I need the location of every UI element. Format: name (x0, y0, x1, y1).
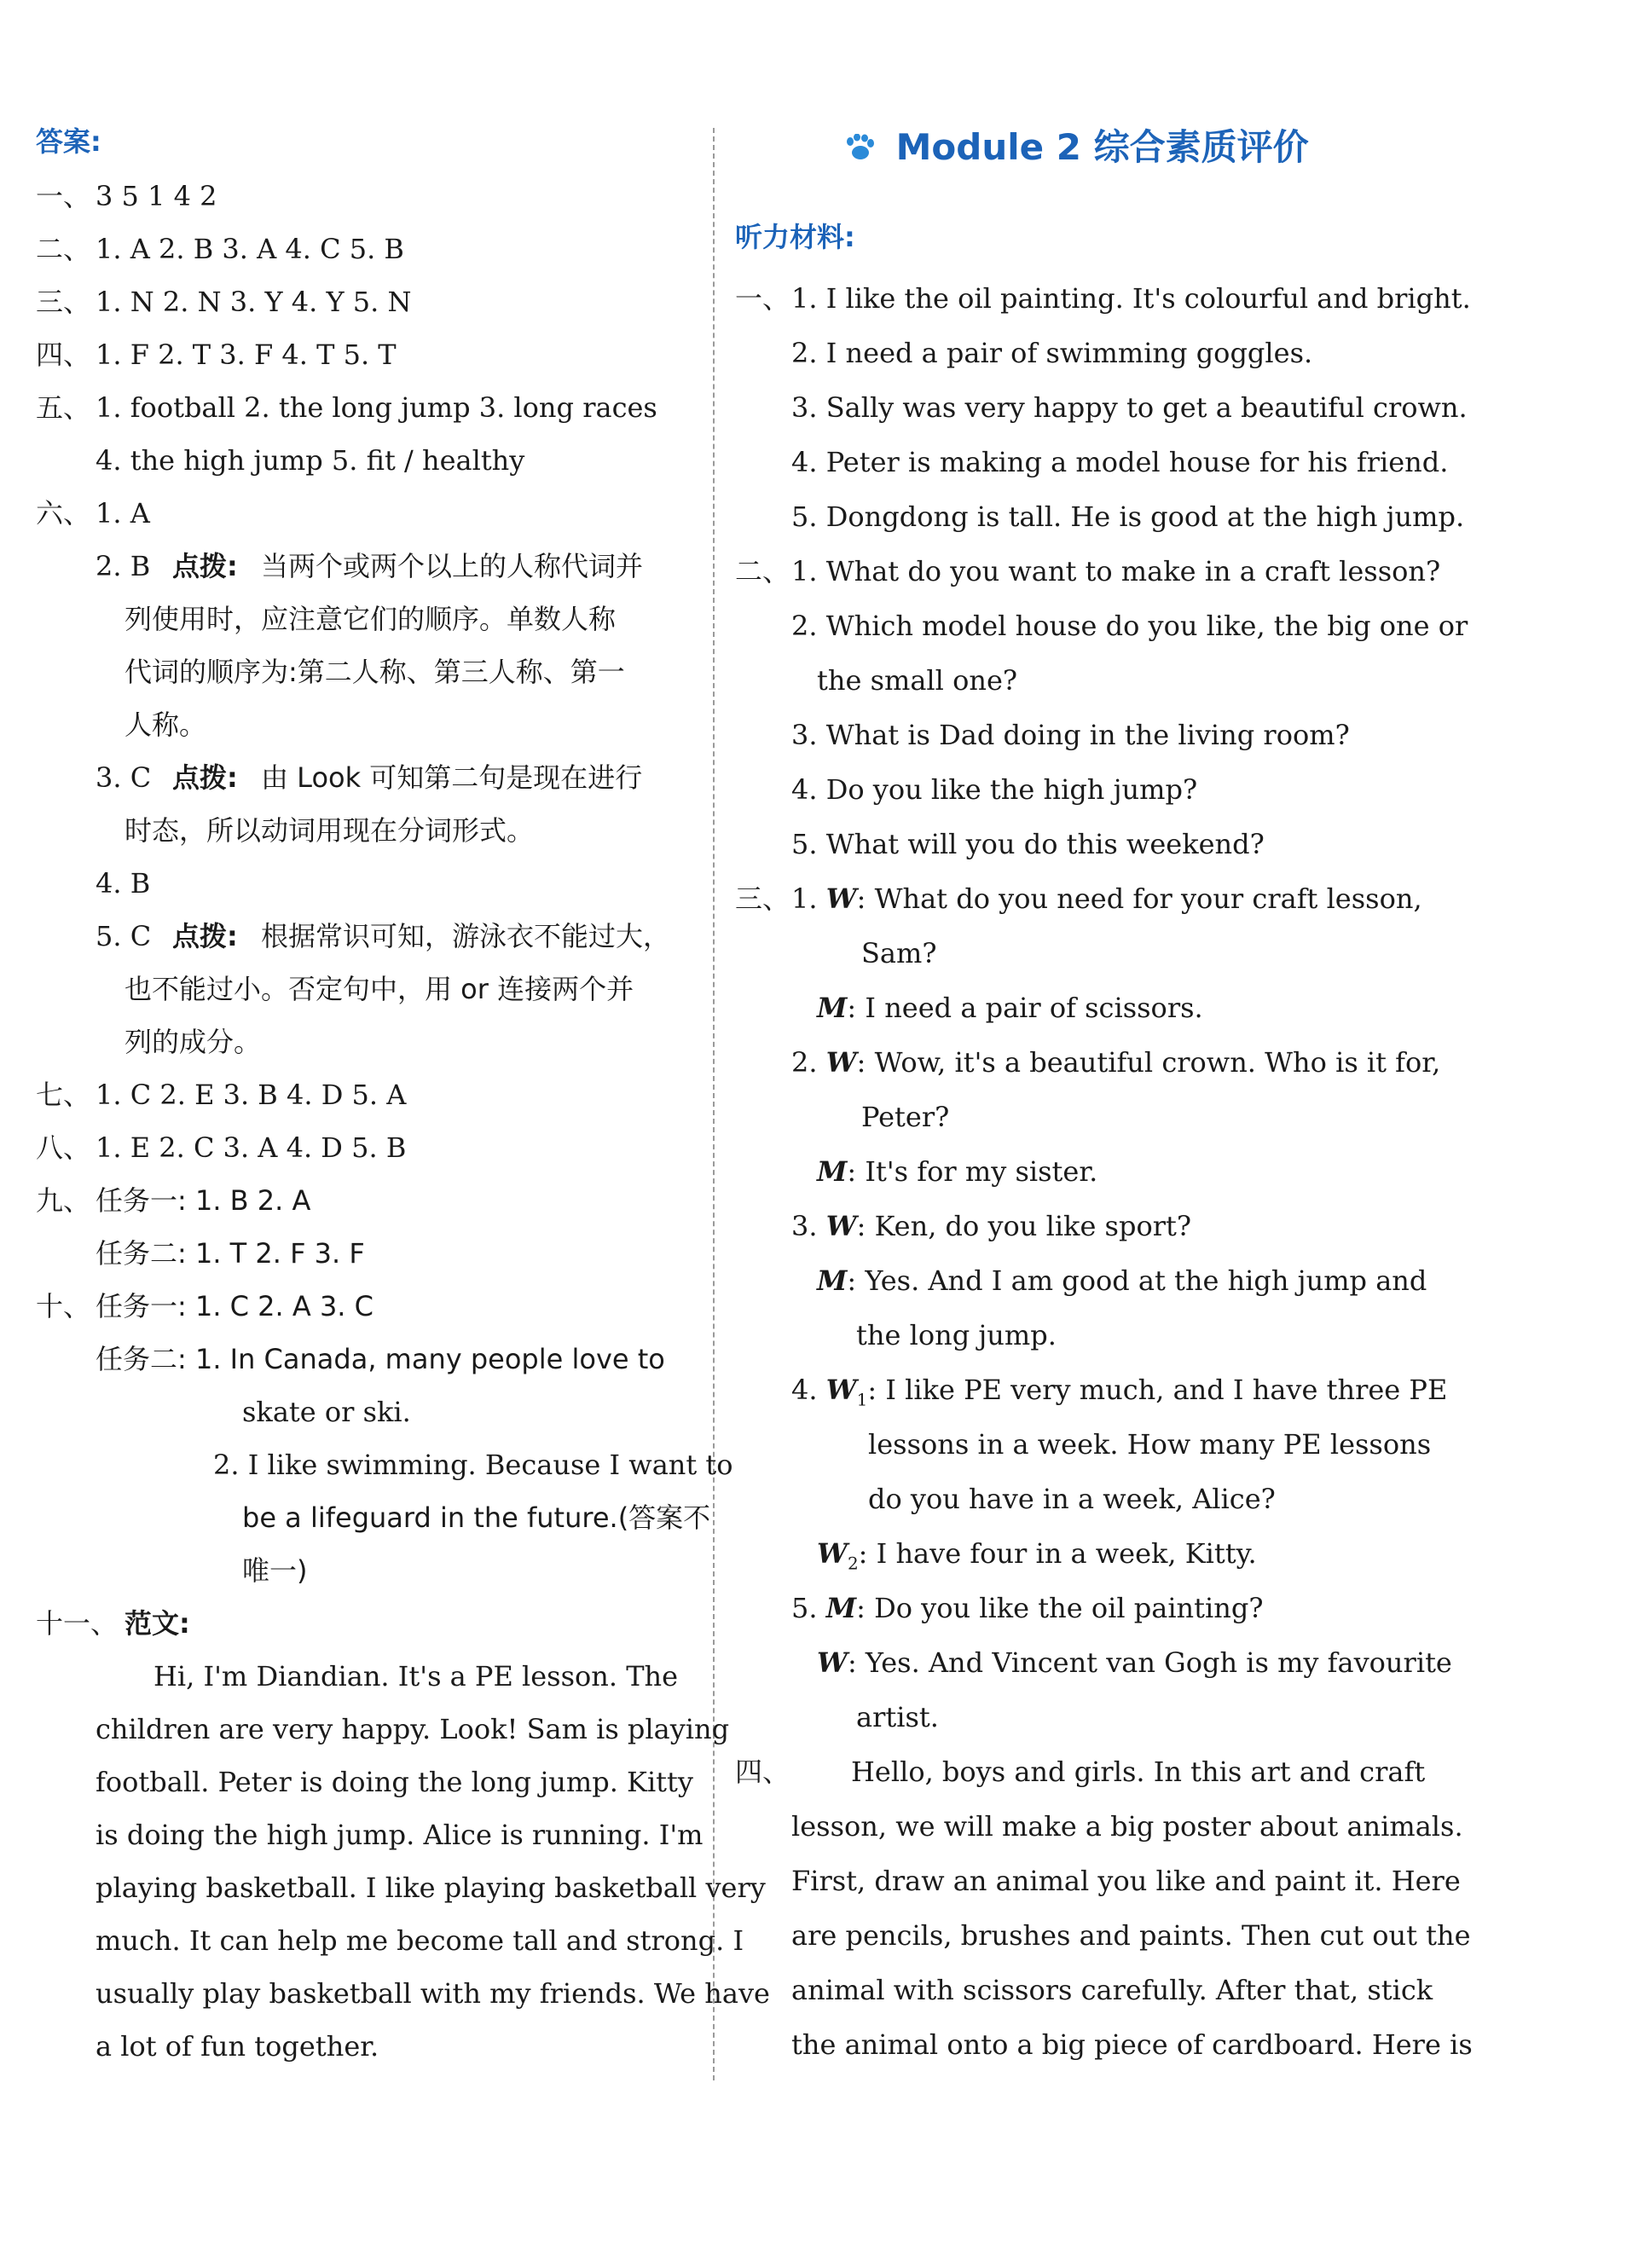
answer-6-3-number: 3. C (96, 761, 152, 794)
dialogue-5-w: W: Yes. And Vincent van Gogh is my favourite (817, 1646, 1452, 1679)
answer-section-7: 1. C 2. E 3. B 4. D 5. A (96, 1079, 407, 1111)
answer-6-5-tip-line-3: 列的成分。 (124, 1026, 262, 1058)
part-4-line-6: the animal onto a big piece of cardboard. Here is (791, 2028, 1473, 2061)
answer-6-3-tip-line-1: 由 Look 可知第二句是现在进行 (261, 761, 643, 794)
part-2-item-3: 3. What is Dad doing in the living room? (791, 719, 1350, 751)
answer-6-5-tip-line-1: 根据常识可知，游泳衣不能过大， (261, 920, 671, 952)
answer-section-9-number: 九、 (36, 1184, 91, 1217)
dialogue-5-w-cont: artist. (856, 1701, 939, 1733)
answer-section-1-number: 一、 (36, 180, 91, 212)
answer-section-10-number: 十、 (36, 1290, 91, 1322)
part-1-item-1: 1. I like the oil painting. It's colourful and bright. (791, 282, 1471, 315)
answer-section-5-line-2: 4. the high jump 5. fit / healthy (96, 444, 525, 477)
answer-section-2: 1. A 2. B 3. A 4. C 5. B (96, 233, 404, 265)
part-1-item-5: 5. Dongdong is tall. He is good at the high jump. (791, 500, 1465, 533)
part-2-item-4: 4. Do you like the high jump? (791, 773, 1198, 806)
answer-section-3: 1. N 2. N 3. Y 4. Y 5. N (96, 286, 412, 318)
answer-section-5-line-1: 1. football 2. the long jump 3. long races (96, 391, 657, 424)
dialogue-4-w1-cont-1: lessons in a week. How many PE lessons (868, 1428, 1432, 1461)
model-essay-line-5: playing basketball. I like playing basketball very (96, 1872, 766, 1904)
answer-6-4: 4. B (96, 867, 151, 900)
answer-6-2-tip-line-1: 当两个或两个以上的人称代词并 (261, 550, 644, 582)
module-title-text: Module 2 综合素质评价 (895, 126, 1309, 168)
answer-6-5-number: 5. C (96, 920, 152, 952)
part-1-item-4: 4. Peter is making a model house for his friend. (791, 446, 1449, 478)
answer-6-2-tip-label: 点拨: (172, 550, 238, 582)
answer-10-task-2-line-2: skate or ski. (242, 1396, 411, 1428)
answer-10-task-1: 任务一: 1. C 2. A 3. C (96, 1290, 373, 1322)
dialogue-2-w: 2. W: Wow, it's a beautiful crown. Who is it for, (791, 1046, 1441, 1079)
part-1-item-3: 3. Sally was very happy to get a beautiful crown. (791, 391, 1468, 424)
answer-section-3-number: 三、 (36, 286, 91, 318)
dialogue-3-w: 3. W: Ken, do you like sport? (791, 1210, 1192, 1242)
answer-10-task-2-line-1: 任务二: 1. In Canada, many people love to (96, 1343, 665, 1375)
answer-section-8-number: 八、 (36, 1131, 91, 1164)
part-2-item-2-cont: the small one? (817, 664, 1018, 697)
part-4-line-2: lesson, we will make a big poster about animals. (791, 1810, 1463, 1843)
answer-6-3-tip-label: 点拨: (172, 761, 238, 794)
answers-heading: 答案: (36, 125, 101, 158)
part-2-number: 二、 (735, 555, 790, 587)
dialogue-4-w2: $W_2$: I have four in a week, Kitty. (817, 1537, 1257, 1574)
paw-icon (843, 130, 887, 167)
answer-section-4: 1. F 2. T 3. F 4. T 5. T (96, 338, 397, 371)
module-title (735, 119, 1417, 171)
model-essay-line-8: a lot of fun together. (96, 2030, 379, 2063)
model-essay-line-4: is doing the high jump. Alice is running. I'm (96, 1819, 703, 1851)
answer-section-11-number: 十一、 (36, 1607, 119, 1640)
dialogue-1-w: 1. W: What do you need for your craft lesson, (791, 882, 1422, 915)
dialogue-1-m: M: I need a pair of scissors. (817, 992, 1203, 1024)
answer-section-4-number: 四、 (36, 338, 91, 371)
answer-10-task-2-line-5: 唯一) (242, 1554, 308, 1587)
answer-6-2-tip-line-2: 列使用时，应注意它们的顺序。单数人称 (124, 603, 617, 635)
answer-9-task-2: 任务二: 1. T 2. F 3. F (96, 1237, 365, 1270)
model-essay-line-3: football. Peter is doing the long jump. Kitty (96, 1766, 693, 1798)
answer-9-task-1: 任务一: 1. B 2. A (96, 1184, 311, 1217)
answer-6-3-tip-line-2: 时态，所以动词用现在分词形式。 (124, 814, 535, 847)
part-1-item-2: 2. I need a pair of swimming goggles. (791, 337, 1313, 369)
dialogue-3-m: M: Yes. And I am good at the high jump and (817, 1264, 1427, 1297)
model-essay-line-1: Hi, I'm Diandian. It's a PE lesson. The (153, 1660, 679, 1692)
answer-6-2-tip-line-3: 代词的顺序为:第二人称、第三人称、第一 (124, 656, 625, 688)
model-essay-line-2: children are very happy. Look! Sam is playing (96, 1713, 730, 1745)
dialogue-2-w-cont: Peter? (861, 1101, 950, 1133)
answer-6-2-number: 2. B (96, 550, 151, 582)
part-2-item-1: 1. What do you want to make in a craft lesson? (791, 555, 1441, 587)
part-4-line-5: animal with scissors carefully. After that, stick (791, 1974, 1433, 2006)
dialogue-4-w1-cont-2: do you have in a week, Alice? (868, 1483, 1276, 1515)
dialogue-1-w-cont: Sam? (861, 937, 937, 969)
part-4-line-4: are pencils, brushes and paints. Then cut out the (791, 1919, 1471, 1952)
dialogue-4-w1: 4. $W_1$: I like PE very much, and I have three PE (791, 1374, 1448, 1410)
answer-section-8: 1. E 2. C 3. A 4. D 5. B (96, 1131, 407, 1164)
dialogue-5-m: 5. M: Do you like the oil painting? (791, 1592, 1264, 1624)
part-3-number: 三、 (735, 882, 790, 915)
answer-section-5-number: 五、 (36, 391, 91, 424)
answer-6-5-tip-line-2: 也不能过小。否定句中，用 or 连接两个并 (124, 973, 634, 1005)
answer-6-5-tip-label: 点拨: (172, 920, 238, 952)
part-4-line-1: Hello, boys and girls. In this art and craft (851, 1756, 1426, 1788)
part-2-item-5: 5. What will you do this weekend? (791, 828, 1265, 860)
dialogue-3-m-cont: the long jump. (856, 1319, 1057, 1351)
answer-6-2-tip-line-4: 人称。 (124, 709, 207, 741)
part-4-number: 四、 (735, 1756, 790, 1788)
answer-6-1: 1. A (96, 497, 150, 529)
model-essay-line-6: much. It can help me become tall and strong. I (96, 1924, 744, 1957)
part-1-number: 一、 (735, 282, 790, 315)
answer-section-1: 3 5 1 4 2 (96, 180, 217, 212)
answer-10-task-2-line-3: 2. I like swimming. Because I want to (213, 1449, 733, 1481)
dialogue-2-m: M: It's for my sister. (817, 1155, 1098, 1188)
model-essay-label: 范文: (124, 1607, 190, 1640)
part-4-line-3: First, draw an animal you like and paint it. Here (791, 1865, 1461, 1897)
answer-section-7-number: 七、 (36, 1079, 91, 1111)
answer-section-6-number: 六、 (36, 497, 91, 529)
answer-10-task-2-line-4: be a lifeguard in the future.(答案不 (242, 1501, 711, 1534)
part-2-item-2: 2. Which model house do you like, the big one or (791, 610, 1468, 642)
answer-section-2-number: 二、 (36, 233, 91, 265)
listening-material-label: 听力材料: (735, 221, 855, 253)
model-essay-line-7: usually play basketball with my friends. We have (96, 1977, 770, 2010)
column-divider (713, 128, 715, 2080)
